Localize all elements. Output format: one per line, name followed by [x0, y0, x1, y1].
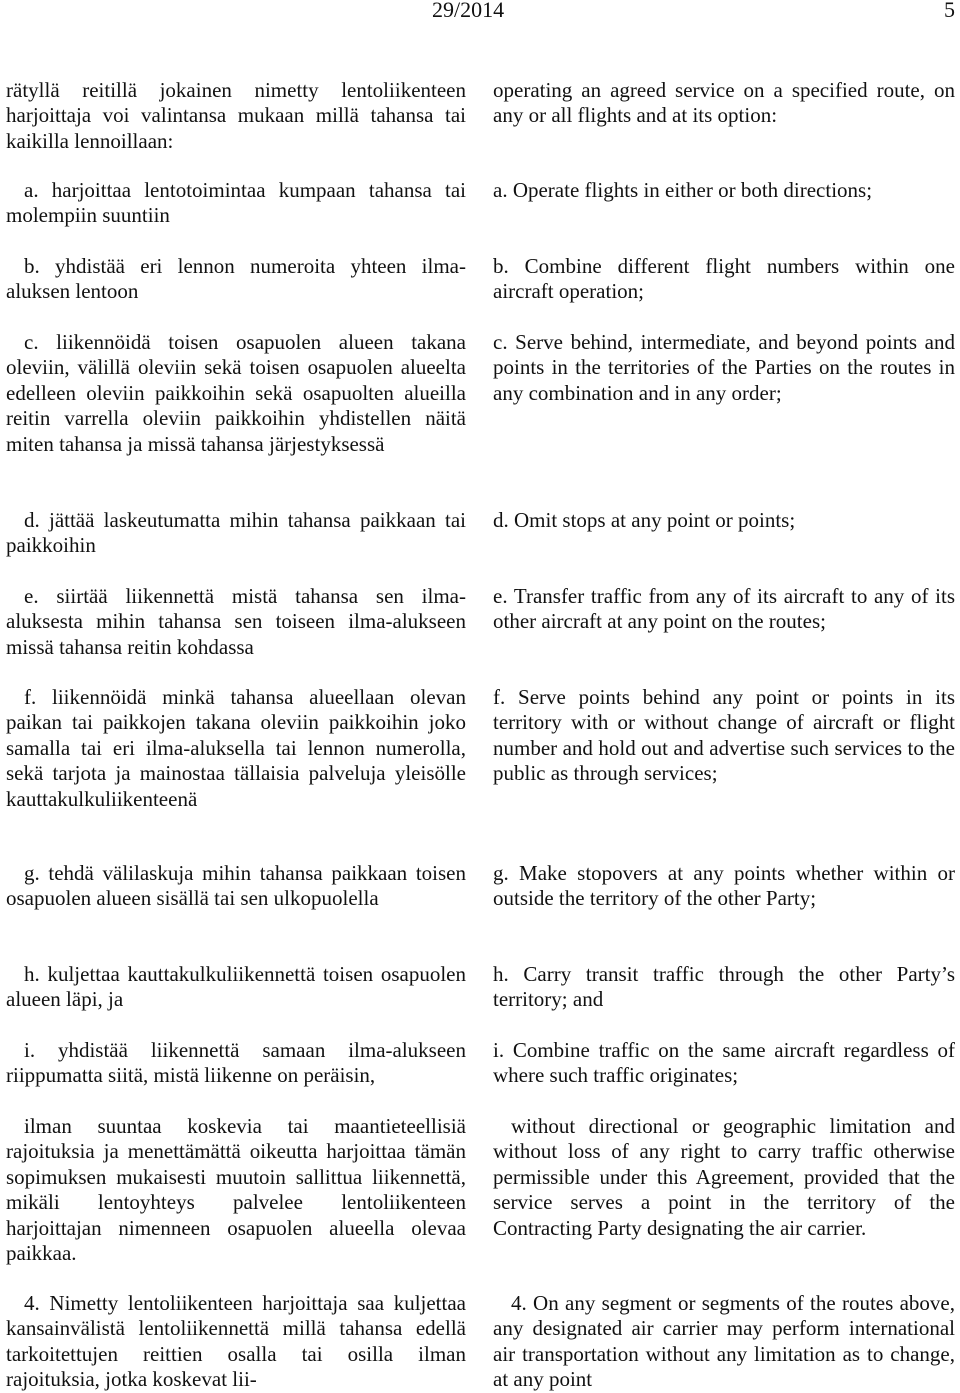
- page-header: [0, 0, 960, 24]
- fi-intro-paragraph: rätyllä reitillä jokainen nimetty lentoliikenteen harjoittaja voi valintansa mukaan millä tahansa tai kaikilla lennoillaan:: [6, 78, 466, 153]
- en-item-i: i. Combine traffic on the same aircraft regardless of where such traffic originates;: [493, 1038, 955, 1088]
- en-closing-paragraph: without directional or geographic limitation and without loss of any right to carry traffic otherwise permissible under this Agreement, provided that the service serves a point in the territory of the Contracting Party designating the air carrier.: [493, 1114, 955, 1240]
- en-intro-paragraph: operating an agreed service on a specified route, on any or all flights and at its option:: [493, 78, 955, 128]
- en-item-c: c. Serve behind, intermediate, and beyond points and points in the territories of the Parties on the routes in any combination and in any order;: [493, 330, 955, 405]
- fi-section-4: 4. Nimetty lentoliikenteen harjoittaja saa kuljettaa kansainvälistä lentoliikennettä millä tahansa edellä tarkoitettujen reittien osalla tai osilla ilman rajoituksia, jotka koskevat lii-: [6, 1291, 466, 1392]
- fi-closing-paragraph: ilman suuntaa koskevia tai maantieteellisiä rajoituksia ja menettämättä oikeutta harjoittaa tämän sopimuksen mukaisesti muutoin sallittua liikennettä, mikäli lentoyhteys palvelee lentoliikenteen harjoittajan nimenneen osapuolen alueella olevaa paikkaa.: [6, 1114, 466, 1266]
- en-item-e: e. Transfer traffic from any of its aircraft to any of its other aircraft at any point on the routes;: [493, 584, 955, 634]
- page-number: 5: [944, 0, 955, 22]
- fi-item-d: d. jättää laskeutumatta mihin tahansa paikkaan tai paikkoihin: [6, 508, 466, 558]
- fi-item-e: e. siirtää liikennettä mistä tahansa sen ilma-aluksesta mihin tahansa sen toiseen ilma-alukseen missä tahansa reitin kohdassa: [6, 584, 466, 659]
- issue-number: 29/2014: [432, 0, 505, 22]
- fi-item-f: f. liikennöidä minkä tahansa alueellaan olevan paikan tai paikkojen takana oleviin paikkoihin joko samalla tai eri ilma-aluksella tai lennon numerolla, sekä tarjota ja mainostaa tällaisia palveluja yleisölle kauttakulkuliikenteenä: [6, 685, 466, 811]
- en-item-d: d. Omit stops at any point or points;: [493, 508, 796, 532]
- en-section-4: 4. On any segment or segments of the routes above, any designated air carrier may perform international air transportation without any limitation as to change, at any point: [493, 1291, 955, 1392]
- fi-item-i: i. yhdistää liikennettä samaan ilma-alukseen riippumatta siitä, mistä liikenne on peräisin,: [6, 1038, 466, 1088]
- en-item-a: a. Operate flights in either or both directions;: [493, 178, 873, 202]
- en-item-h: h. Carry transit traffic through the other Party’s territory; and: [493, 962, 955, 1012]
- fi-item-b: b. yhdistää eri lennon numeroita yhteen ilma-aluksen lentoon: [6, 254, 466, 304]
- en-item-f: f. Serve points behind any point or points in its territory with or without change of aircraft or flight number and hold out and advertise such services to the public as through services;: [493, 685, 955, 786]
- fi-item-a: a. harjoittaa lentotoimintaa kumpaan tahansa tai molempiin suuntiin: [6, 178, 466, 228]
- fi-item-c: c. liikennöidä toisen osapuolen alueen takana oleviin, välillä oleviin sekä toisen osapuolen alueelta edelleen oleviin paikkoihin sekä osapuolten alueilla reitin varrella oleviin paikkoihin yhdistellen näitä miten tahansa ja missä tahansa järjestyksessä: [6, 330, 466, 456]
- fi-item-h: h. kuljettaa kauttakulkuliikennettä toisen osapuolen alueen läpi, ja: [6, 962, 466, 1012]
- en-item-b: b. Combine different flight numbers within one aircraft operation;: [493, 254, 955, 304]
- en-item-g: g. Make stopovers at any points whether within or outside the territory of the other Party;: [493, 861, 955, 911]
- fi-item-g: g. tehdä välilaskuja mihin tahansa paikkaan toisen osapuolen alueen sisällä tai sen ulkopuolella: [6, 861, 466, 911]
